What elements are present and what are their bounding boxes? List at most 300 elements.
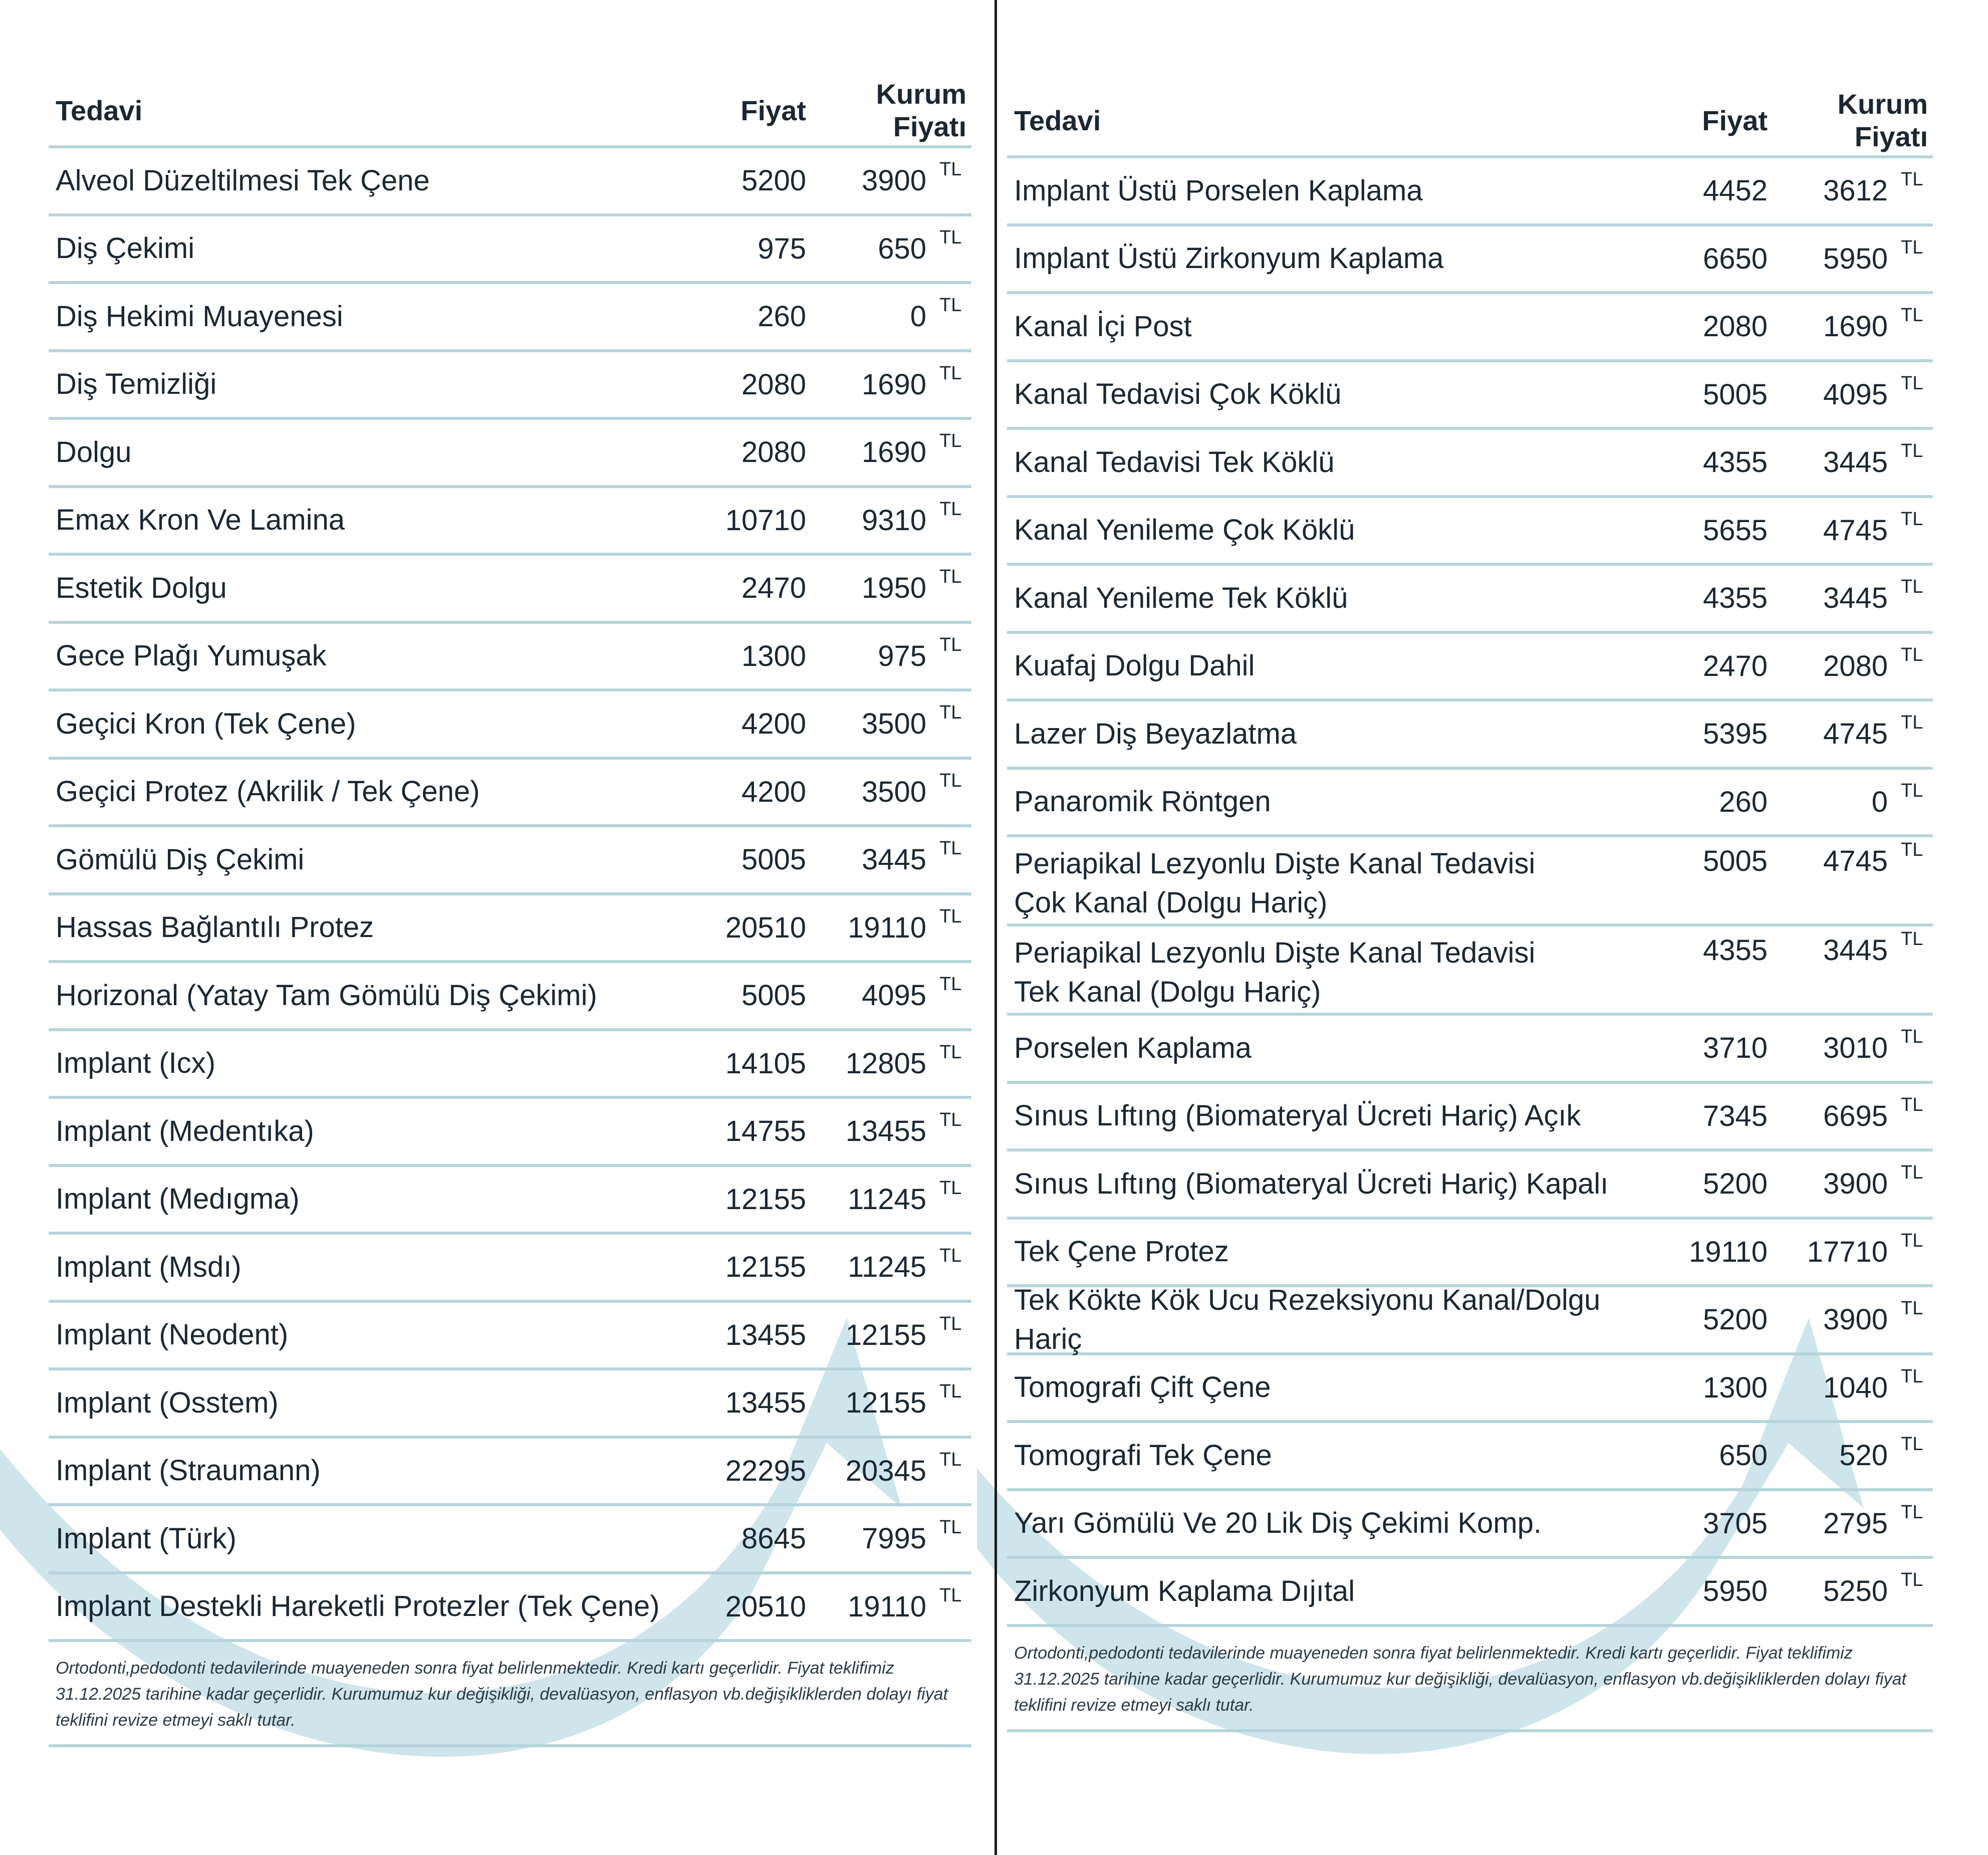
table-row xyxy=(1007,1283,1933,1355)
institution-price-cell xyxy=(806,1449,971,1488)
table-row xyxy=(49,827,971,895)
table-row xyxy=(49,148,971,216)
treatment-name xyxy=(49,569,708,608)
price-value: 19110 xyxy=(1689,1235,1768,1268)
price-value: 20510 xyxy=(725,1590,806,1623)
institution-price-value: 4745 xyxy=(1823,514,1888,547)
institution-price-cell xyxy=(806,1109,971,1148)
treatment-name xyxy=(1007,511,1670,550)
currency-unit: TL xyxy=(939,226,962,248)
institution-price-cell xyxy=(806,838,971,876)
institution-price-cell xyxy=(1768,1162,1933,1201)
price-value: 975 xyxy=(758,232,806,265)
currency-unit: TL xyxy=(939,1584,962,1606)
institution-price-cell xyxy=(1768,1434,1933,1472)
institution-price-cell xyxy=(1768,644,1933,683)
treatment-name xyxy=(49,1180,708,1219)
institution-price-cell xyxy=(806,1313,971,1352)
price-value: 13455 xyxy=(725,1318,806,1351)
header-treatment: Tedavi xyxy=(56,94,143,126)
treatment-name xyxy=(49,1519,708,1558)
treatment-name xyxy=(1007,844,1670,922)
price-value: 14105 xyxy=(725,1047,806,1080)
price-value: 260 xyxy=(758,300,806,333)
institution-price-cell xyxy=(1768,1230,1933,1269)
institution-price-cell xyxy=(806,566,971,605)
header-institution-price: Kurum Fiyatı xyxy=(1837,88,1928,152)
treatment-name-line: Kanal Tedavisi Tek Köklü xyxy=(1014,445,1335,479)
price-value: 2470 xyxy=(741,572,806,605)
treatment-name-line: Hassas Bağlantılı Protez xyxy=(56,911,374,944)
institution-price-value: 5950 xyxy=(1823,242,1888,275)
price-value: 3710 xyxy=(1702,1032,1768,1065)
institution-price-cell xyxy=(1768,305,1933,343)
institution-price-cell xyxy=(806,1381,971,1420)
price-value: 12155 xyxy=(725,1251,806,1284)
currency-unit: TL xyxy=(1901,839,1923,860)
institution-price-value: 3612 xyxy=(1823,174,1888,207)
currency-unit: TL xyxy=(939,1109,962,1131)
institution-price-value: 3010 xyxy=(1823,1032,1888,1065)
treatment-name xyxy=(49,976,708,1015)
treatment-name-line: Implant (Medıgma) xyxy=(56,1183,300,1216)
treatment-name-line: Çok Kanal (Dolgu Hariç) xyxy=(1014,886,1328,919)
currency-unit: TL xyxy=(939,974,962,995)
treatment-name xyxy=(1007,646,1670,685)
currency-unit: TL xyxy=(939,1313,962,1334)
institution-price-cell xyxy=(806,770,971,809)
price-value: 2080 xyxy=(1702,310,1768,343)
institution-price-cell xyxy=(1768,169,1933,207)
treatment-name-line: Tomografi Tek Çene xyxy=(1014,1439,1272,1472)
price-value: 5200 xyxy=(741,164,806,197)
treatment-name xyxy=(1007,1436,1670,1475)
institution-price-value: 3500 xyxy=(861,708,926,741)
currency-unit: TL xyxy=(939,295,962,316)
price-value: 14755 xyxy=(725,1115,806,1148)
treatment-name xyxy=(1007,239,1670,278)
table-row xyxy=(49,691,971,760)
table-row xyxy=(49,1167,971,1235)
price-value: 3705 xyxy=(1702,1507,1768,1540)
treatment-name-line: Implant (Osstem) xyxy=(56,1386,279,1419)
price-value: 13455 xyxy=(725,1386,806,1420)
currency-unit: TL xyxy=(1901,1434,1923,1455)
currency-unit: TL xyxy=(1901,1162,1923,1184)
currency-unit: TL xyxy=(939,1517,962,1538)
treatment-name xyxy=(49,636,708,675)
treatment-name-line: Tek Kanal (Dolgu Hariç) xyxy=(1014,976,1321,1008)
price-value: 8645 xyxy=(741,1522,806,1555)
treatment-name xyxy=(49,161,708,200)
currency-unit: TL xyxy=(1901,1569,1923,1591)
currency-unit: TL xyxy=(939,566,962,588)
currency-unit: TL xyxy=(939,1381,962,1403)
price-value: 5950 xyxy=(1702,1575,1768,1608)
institution-price-value: 2080 xyxy=(1823,649,1888,682)
price-value: 5200 xyxy=(1702,1168,1768,1201)
price-value: 5005 xyxy=(1702,378,1768,411)
treatment-name-line: Implant (Türk) xyxy=(56,1522,236,1555)
institution-price-cell xyxy=(1768,1026,1933,1065)
institution-price-value: 0 xyxy=(1871,785,1888,818)
table-row xyxy=(1007,1423,1933,1491)
price-value: 4200 xyxy=(741,708,806,741)
treatment-name xyxy=(1007,1165,1670,1204)
table-row xyxy=(49,284,971,352)
price-value: 5655 xyxy=(1702,514,1768,547)
treatment-name-line: Implant Üstü Zirkonyum Kaplama xyxy=(1014,242,1444,275)
institution-price-value: 3500 xyxy=(861,775,926,808)
treatment-name xyxy=(49,365,708,404)
institution-price-value: 1690 xyxy=(1823,310,1888,343)
currency-unit: TL xyxy=(939,905,962,927)
institution-price-value: 5250 xyxy=(1823,1575,1888,1608)
institution-price-value: 3900 xyxy=(1823,1168,1888,1201)
treatment-name-line: Porselen Kaplama xyxy=(1014,1031,1252,1064)
treatment-name xyxy=(1007,715,1670,754)
table-row xyxy=(49,488,971,556)
institution-price-cell xyxy=(1768,1298,1933,1336)
institution-price-cell xyxy=(806,702,971,741)
table-row xyxy=(49,1439,971,1507)
treatment-name xyxy=(1007,782,1670,821)
treatment-name xyxy=(1007,1504,1670,1543)
table-row xyxy=(49,1506,971,1574)
institution-price-value: 7995 xyxy=(861,1522,926,1555)
treatment-name-line: Geçici Protez (Akrilik / Tek Çene) xyxy=(56,775,480,808)
treatment-name-line: Zirkonyum Kaplama Dıjıtal xyxy=(1014,1574,1355,1607)
currency-unit: TL xyxy=(939,1245,962,1267)
treatment-name xyxy=(49,433,708,472)
institution-price-value: 3445 xyxy=(1823,582,1888,615)
price-value: 7345 xyxy=(1702,1099,1768,1132)
institution-price-value: 3900 xyxy=(1823,1303,1888,1336)
header-price: Fiyat xyxy=(740,94,806,126)
treatment-name xyxy=(49,908,708,947)
institution-price-value: 13455 xyxy=(845,1115,926,1148)
currency-unit: TL xyxy=(939,430,962,452)
institution-price-cell xyxy=(1768,1501,1933,1540)
treatment-name xyxy=(49,1248,708,1287)
table-row xyxy=(1007,430,1933,498)
institution-price-cell xyxy=(806,905,971,945)
currency-unit: TL xyxy=(1901,1501,1923,1523)
currency-unit: TL xyxy=(1901,1026,1923,1048)
treatment-name-line: Tek Kökte Kök Ucu Rezeksiyonu Kanal/Dolgu Hariç xyxy=(1014,1283,1601,1355)
table-row xyxy=(49,216,971,285)
currency-unit: TL xyxy=(1901,712,1923,734)
institution-price-cell xyxy=(806,295,971,333)
treatment-name-line: Implant Destekli Hareketli Protezler (Tek Çene) xyxy=(56,1590,660,1623)
treatment-name xyxy=(1007,934,1670,1012)
price-value: 10710 xyxy=(725,504,806,537)
treatment-name xyxy=(1007,1572,1670,1611)
treatment-name xyxy=(1007,1232,1670,1271)
institution-price-cell xyxy=(1768,1569,1933,1608)
treatment-name-line: Implant (Icx) xyxy=(56,1047,216,1080)
institution-price-cell xyxy=(1768,372,1933,411)
price-value: 12155 xyxy=(725,1183,806,1216)
treatment-name-line: Panaromik Röntgen xyxy=(1014,785,1271,818)
currency-unit: TL xyxy=(939,770,962,791)
institution-price-cell xyxy=(1768,508,1933,547)
institution-price-cell xyxy=(1768,1094,1933,1133)
table-row xyxy=(49,556,971,624)
institution-price-cell xyxy=(1768,576,1933,615)
table-row xyxy=(1007,634,1933,702)
header-institution-price: Kurum Fiyatı xyxy=(876,78,966,142)
treatment-name-line: Gömülü Diş Çekimi xyxy=(56,843,305,876)
institution-price-value: 4745 xyxy=(1823,845,1888,877)
price-value: 5005 xyxy=(741,843,806,876)
price-table-right xyxy=(1007,85,1933,1732)
price-value: 650 xyxy=(1719,1439,1768,1472)
treatment-name-line: Implant (Medentıka) xyxy=(56,1114,314,1147)
price-value: 4452 xyxy=(1702,174,1768,207)
table-row xyxy=(49,1574,971,1643)
institution-price-value: 17710 xyxy=(1807,1235,1888,1268)
institution-price-value: 1690 xyxy=(861,436,926,469)
currency-unit: TL xyxy=(939,1177,962,1199)
treatment-name-line: Kanal Yenileme Tek Köklü xyxy=(1014,581,1348,614)
institution-price-value: 12155 xyxy=(845,1386,926,1420)
currency-unit: TL xyxy=(1901,1230,1923,1251)
currency-unit: TL xyxy=(1901,929,1923,950)
treatment-name-line: Periapikal Lezyonlu Dişte Kanal Tedavisi xyxy=(1014,847,1536,880)
price-value: 4200 xyxy=(741,775,806,808)
institution-price-cell xyxy=(1768,440,1933,479)
institution-price-cell xyxy=(806,226,971,266)
institution-price-value: 4095 xyxy=(861,979,926,1012)
treatment-name xyxy=(49,1587,708,1626)
treatment-name-line: Emax Kron Ve Lamina xyxy=(56,504,345,537)
table-row xyxy=(1007,226,1933,295)
price-value: 260 xyxy=(1719,785,1768,818)
table-row xyxy=(49,760,971,828)
table-row xyxy=(1007,926,1933,1016)
treatment-name xyxy=(1007,1096,1670,1135)
institution-price-value: 19110 xyxy=(848,911,926,944)
price-value: 5395 xyxy=(1702,718,1768,751)
institution-price-value: 975 xyxy=(878,639,926,672)
currency-unit: TL xyxy=(1901,644,1923,665)
currency-unit: TL xyxy=(1901,372,1923,394)
institution-price-cell xyxy=(806,159,971,197)
header-price: Fiyat xyxy=(1702,104,1768,136)
treatment-name-line: Sınus Lıftıng (Biomateryal Ücreti Hariç) Açık xyxy=(1014,1099,1581,1132)
price-value: 20510 xyxy=(725,911,806,944)
treatment-name xyxy=(49,501,708,540)
institution-price-cell xyxy=(806,362,971,401)
institution-price-cell xyxy=(806,1517,971,1555)
table-row xyxy=(1007,498,1933,566)
institution-price-cell xyxy=(806,430,971,469)
price-value: 6650 xyxy=(1702,242,1768,275)
table-row xyxy=(49,1031,971,1099)
table-row xyxy=(1007,1084,1933,1152)
institution-price-value: 520 xyxy=(1839,1439,1888,1472)
institution-price-value: 4095 xyxy=(1823,378,1888,411)
treatment-name xyxy=(49,840,708,879)
treatment-name xyxy=(49,1451,708,1490)
price-value: 4355 xyxy=(1702,446,1768,479)
treatment-name xyxy=(1007,1368,1670,1407)
table-row xyxy=(49,1370,971,1439)
institution-price-cell xyxy=(1768,712,1933,751)
institution-price-value: 3900 xyxy=(861,164,926,197)
treatment-name xyxy=(1007,1281,1670,1359)
currency-unit: TL xyxy=(939,362,962,384)
institution-price-value: 3445 xyxy=(1823,934,1888,967)
price-value: 1300 xyxy=(1702,1371,1768,1404)
currency-unit: TL xyxy=(1901,1094,1923,1115)
table-row xyxy=(49,895,971,964)
institution-price-value: 12805 xyxy=(845,1047,926,1080)
institution-price-cell xyxy=(806,1177,971,1216)
table-row xyxy=(1007,1220,1933,1288)
table-row xyxy=(49,352,971,420)
table-row xyxy=(1007,158,1933,226)
treatment-name xyxy=(49,1112,708,1151)
currency-unit: TL xyxy=(939,498,962,520)
treatment-name xyxy=(1007,375,1670,414)
institution-price-value: 20345 xyxy=(845,1454,926,1487)
institution-price-value: 11245 xyxy=(848,1251,926,1284)
treatment-name xyxy=(1007,1029,1670,1068)
price-value: 22295 xyxy=(725,1454,806,1487)
institution-price-cell xyxy=(806,1245,971,1284)
table-row xyxy=(1007,362,1933,430)
currency-unit: TL xyxy=(939,159,962,180)
treatment-name xyxy=(49,1315,708,1354)
treatment-name-line: Gece Plağı Yumuşak xyxy=(56,639,327,672)
treatment-name xyxy=(49,1044,708,1083)
treatment-name-line: Diş Çekimi xyxy=(56,232,195,265)
institution-price-cell xyxy=(1768,1365,1933,1405)
institution-price-cell xyxy=(806,1041,971,1080)
treatment-name xyxy=(49,772,708,811)
table-row xyxy=(1007,566,1933,634)
currency-unit: TL xyxy=(1901,780,1923,801)
table-row xyxy=(1007,770,1933,838)
institution-price-value: 3445 xyxy=(1823,446,1888,479)
treatment-name-line: Implant (Msdı) xyxy=(56,1250,241,1283)
institution-price-cell xyxy=(806,498,971,537)
table-row xyxy=(49,624,971,692)
institution-price-value: 4745 xyxy=(1823,718,1888,751)
price-value: 1300 xyxy=(741,639,806,672)
institution-price-value: 2795 xyxy=(1823,1507,1888,1540)
currency-unit: TL xyxy=(939,702,962,724)
institution-price-value: 1040 xyxy=(1823,1371,1888,1404)
treatment-name xyxy=(49,705,708,744)
treatment-name xyxy=(1007,171,1670,210)
treatment-name-line: Kanal İçi Post xyxy=(1014,310,1192,343)
table-row xyxy=(1007,837,1933,926)
institution-price-value: 1950 xyxy=(861,572,926,605)
treatment-name xyxy=(1007,307,1670,346)
table-row xyxy=(49,963,971,1031)
table-row xyxy=(49,1099,971,1167)
price-value: 4355 xyxy=(1702,582,1768,615)
treatment-name xyxy=(49,297,708,336)
table-row xyxy=(1007,702,1933,770)
treatment-name xyxy=(1007,579,1670,618)
price-value: 4355 xyxy=(1702,934,1768,967)
treatment-name-line: Implant (Straumann) xyxy=(56,1454,321,1487)
institution-price-value: 19110 xyxy=(848,1590,926,1623)
table-row xyxy=(49,420,971,488)
treatment-name-line: Tomografi Çift Çene xyxy=(1014,1371,1271,1404)
price-value: 5005 xyxy=(1702,845,1768,877)
institution-price-value: 0 xyxy=(910,300,926,333)
table-header xyxy=(49,75,971,148)
currency-unit: TL xyxy=(1901,440,1923,462)
table-row xyxy=(1007,1491,1933,1559)
currency-unit: TL xyxy=(1901,1298,1923,1319)
treatment-name xyxy=(49,229,708,268)
treatment-name-line: Kanal Tedavisi Çok Köklü xyxy=(1014,378,1342,411)
currency-unit: TL xyxy=(939,634,962,655)
treatment-name-line: Kanal Yenileme Çok Köklü xyxy=(1014,514,1355,547)
price-value: 5005 xyxy=(741,979,806,1012)
treatment-name-line: Sınus Lıftıng (Biomateryal Ücreti Hariç) Kapalı xyxy=(1014,1167,1609,1200)
institution-price-cell xyxy=(1768,237,1933,276)
treatment-name-line: Diş Temizliği xyxy=(56,368,217,401)
currency-unit: TL xyxy=(939,1041,962,1063)
currency-unit: TL xyxy=(939,838,962,859)
treatment-name-line: Dolgu xyxy=(56,435,132,469)
treatment-name-line: Implant (Neodent) xyxy=(56,1318,289,1351)
institution-price-cell xyxy=(806,974,971,1012)
currency-unit: TL xyxy=(1901,508,1923,530)
institution-price-value: 11245 xyxy=(848,1183,926,1216)
currency-unit: TL xyxy=(1901,169,1923,190)
treatment-name-line: Periapikal Lezyonlu Dişte Kanal Tedavisi xyxy=(1014,937,1536,969)
price-value: 2080 xyxy=(741,368,806,401)
center-divider-line xyxy=(995,0,997,1855)
currency-unit: TL xyxy=(1901,305,1923,326)
table-header xyxy=(1007,85,1933,158)
institution-price-value: 650 xyxy=(878,232,926,265)
treatment-name-line: Yarı Gömülü Ve 20 Lik Diş Çekimi Komp. xyxy=(1014,1507,1542,1540)
table-row xyxy=(49,1235,971,1303)
institution-price-cell xyxy=(1768,929,1933,967)
institution-price-value: 1690 xyxy=(861,368,926,401)
header-treatment: Tedavi xyxy=(1014,104,1101,136)
price-value: 5200 xyxy=(1702,1303,1768,1336)
institution-price-value: 3445 xyxy=(861,843,926,876)
price-value: 2080 xyxy=(741,436,806,469)
institution-price-value: 6695 xyxy=(1823,1099,1888,1132)
institution-price-value: 12155 xyxy=(845,1318,926,1351)
table-body xyxy=(1007,158,1933,1627)
table-body xyxy=(49,148,971,1642)
treatment-name-line: Alveol Düzeltilmesi Tek Çene xyxy=(56,164,430,197)
footnote: Ortodonti,pedodonti tedavilerinde muayeneden sonra fiyat belirlenmektedir. Kredi kartı geçerlidir. Fiyat teklifimiz 31.12.2025 tarihine kadar geçerlidir. Kurumumuz kur değişikliği, devalüasyon, enflasyon vb.değişikliklerden dolayı fiyat teklifini revize etmeyi saklı tutar. xyxy=(49,1642,971,1747)
table-row xyxy=(1007,1559,1933,1627)
institution-price-value: 9310 xyxy=(861,504,926,537)
table-row xyxy=(1007,294,1933,362)
treatment-name xyxy=(1007,443,1670,482)
table-row xyxy=(1007,1355,1933,1424)
treatment-name-line: Tek Çene Protez xyxy=(1014,1235,1229,1268)
currency-unit: TL xyxy=(1901,1365,1923,1387)
currency-unit: TL xyxy=(1901,576,1923,598)
price-table-left xyxy=(49,75,971,1747)
price-value: 2470 xyxy=(1702,649,1768,682)
